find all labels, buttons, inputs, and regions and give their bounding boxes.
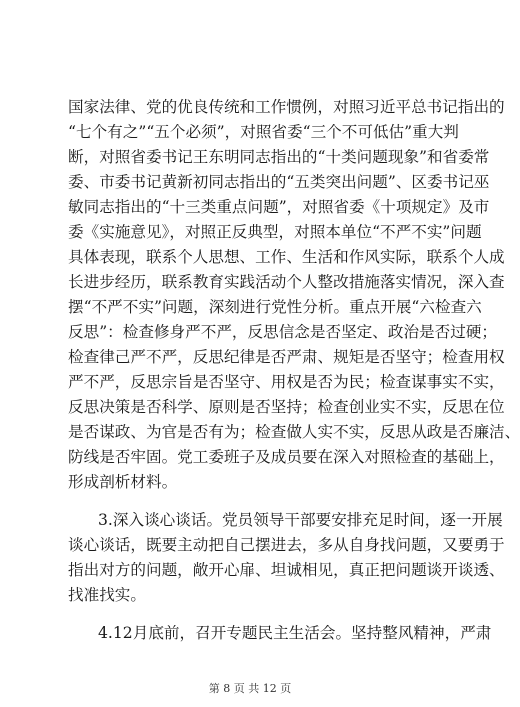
body-line: 敏同志指出的“十三类重点问题”，对照省委《十项规定》及市 — [68, 198, 490, 216]
body-line: 委《实施意见》，对照正反典型，对照本单位“不严不实”问题 — [68, 223, 482, 241]
body-line: 委、市委书记黄新初同志指出的“五类突出问题”、区委书记巫 — [68, 173, 490, 191]
body-line: 形成剖析材料。 — [68, 473, 178, 491]
body-line: 是否谋政、为官是否有为；检查做人实不实，反思从政是否廉洁、 — [68, 423, 520, 441]
body-line: 谈心谈话，既要主动把自己摆进去，多从自身找问题，又要勇于 — [68, 536, 505, 554]
page-number-footer: 第 8 页 共 12 页 — [208, 682, 292, 695]
body-line: 具体表现，联系个人思想、工作、生活和作风实际，联系个人成 — [68, 248, 505, 266]
body-line: 指出对方的问题，敞开心扉、坦诚相见，真正把问题谈开谈透、 — [68, 561, 505, 579]
body-line: 反思”：检查修身严不严，反思信念是否坚定、政治是否过硬； — [68, 323, 498, 341]
body-line: 3.深入谈心谈话。党员领导干部要安排充足时间，逐一开展 — [98, 511, 503, 529]
body-line: 断，对照省委书记王东明同志指出的“十类问题现象”和省委常 — [68, 148, 490, 166]
body-line: 4.12月底前，召开专题民主生活会。坚持整风精神，严肃 — [98, 624, 492, 642]
body-line: “七个有之”“五个必须”，对照省委“三个不可低估”重大判 — [68, 123, 459, 141]
body-line: 严不严，反思宗旨是否坚守、用权是否为民；检查谋事实不实， — [68, 373, 505, 391]
body-line: 防线是否牢固。党工委班子及成员要在深入对照检查的基础上， — [68, 448, 505, 466]
body-line: 检查律己严不严，反思纪律是否严肃、规矩是否坚守；检查用权 — [68, 348, 505, 366]
body-line: 找准找实。 — [68, 586, 146, 604]
body-line: 长进步经历，联系教育实践活动个人整改措施落实情况，深入查 — [68, 273, 505, 291]
body-line: 摆“不严不实”问题，深刻进行党性分析。重点开展“六检查六 — [68, 298, 482, 316]
body-line: 国家法律、党的优良传统和工作惯例，对照习近平总书记指出的 — [68, 98, 505, 116]
body-line: 反思决策是否科学、原则是否坚持；检查创业实不实，反思在位 — [68, 398, 505, 416]
